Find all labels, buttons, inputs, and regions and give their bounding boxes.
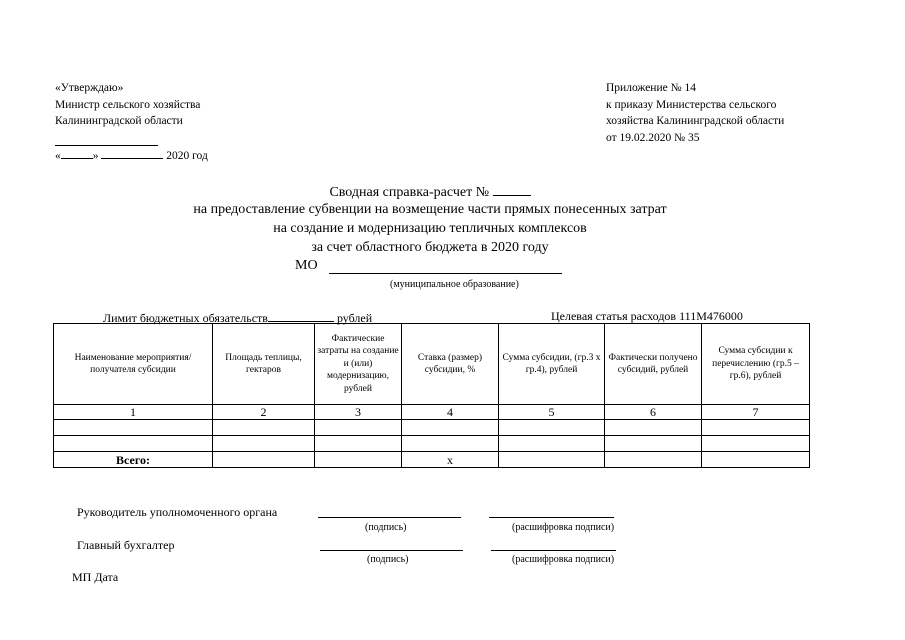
title-line-4: за счет областного бюджета в 2020 году [311, 240, 549, 255]
table-row [54, 436, 810, 452]
budget-limit-blank [268, 309, 334, 322]
head-decode-line [489, 517, 614, 518]
approval-date-open: « [55, 150, 61, 162]
approval-block [55, 80, 200, 130]
table-total-row [54, 452, 810, 468]
head-sign-caption: (подпись) [365, 522, 407, 533]
approval-date-year: 2020 год [163, 150, 208, 162]
appendix-number: Приложение № 14 [606, 82, 696, 94]
column-number: 3 [315, 405, 402, 420]
budget-limit: Лимит бюджетных обязательств рублей [103, 311, 373, 325]
head-signature-line [318, 517, 461, 518]
head-signatory-label: Руководитель уполномоченного органа [77, 505, 278, 519]
table-cell [702, 452, 810, 468]
table-cell [213, 452, 315, 468]
header-cell: Сумма субсидии к перечислению (гр.5 – гр.6), рублей [702, 324, 810, 405]
total-rate-marker: х [402, 452, 499, 468]
table-number-row [54, 405, 810, 420]
header-cell: Сумма субсидии, (гр.3 х гр.4), рублей [499, 324, 605, 405]
approval-month-blank [101, 146, 163, 159]
table-cell [499, 420, 605, 436]
head-decode-caption: (расшифровка подписи) [512, 522, 615, 533]
table-cell [315, 420, 402, 436]
table-cell [605, 452, 702, 468]
subsidy-table [53, 323, 810, 468]
column-number: 1 [54, 405, 213, 420]
header-cell: Фактические затраты на создание и (или) модернизацию, рублей [315, 324, 402, 405]
header-cell: Ставка (размер) субсидии, % [402, 324, 499, 405]
accountant-sign-caption: (подпись) [367, 554, 409, 565]
table-header-row [54, 324, 810, 405]
accountant-label: Главный бухгалтер [77, 538, 175, 552]
table-cell [402, 420, 499, 436]
title-line-3: на создание и модернизацию тепличных комплексов [273, 221, 587, 236]
table-cell [499, 452, 605, 468]
mo-label: МО [295, 258, 318, 273]
table-cell [315, 436, 402, 452]
approval-region: Калининградской области [55, 115, 183, 127]
table-cell [702, 436, 810, 452]
appendix-block [606, 80, 784, 146]
table-cell [213, 436, 315, 452]
approval-minister: Министр сельского хозяйства [55, 98, 201, 111]
approval-day-blank [61, 146, 93, 159]
table-cell [315, 452, 402, 468]
column-number: 5 [499, 405, 605, 420]
column-number: 2 [213, 405, 315, 420]
header-cell: Площадь теплицы, гектаров [213, 324, 315, 405]
stamp-date: МП Дата [72, 570, 119, 584]
table-cell [54, 436, 213, 452]
accountant-decode-line [491, 550, 616, 551]
mo-caption: (муниципальное образование) [390, 279, 519, 290]
title-number-blank [493, 183, 531, 196]
table-cell [702, 420, 810, 436]
total-label: Всего: [54, 452, 213, 468]
table-cell [54, 420, 213, 436]
column-number: 6 [605, 405, 702, 420]
column-number: 7 [702, 405, 810, 420]
mo-blank-line [329, 273, 562, 274]
document-title: Сводная справка-расчет № [0, 183, 860, 202]
table-cell [605, 420, 702, 436]
table-cell [213, 420, 315, 436]
header-cell: Фактически получено субсидий, рублей [605, 324, 702, 405]
table-cell [499, 436, 605, 452]
approval-date [55, 146, 208, 165]
column-number: 4 [402, 405, 499, 420]
appendix-date: от 19.02.2020 № 35 [606, 131, 700, 144]
header-cell: Наименование мероприятия/получателя субсидии [54, 324, 213, 405]
appendix-order: к приказу Министерства сельского [606, 98, 777, 111]
accountant-decode-caption: (расшифровка подписи) [512, 554, 615, 565]
table-row [54, 420, 810, 436]
table-cell [605, 436, 702, 452]
accountant-signature-line [320, 550, 463, 551]
approval-heading: «Утверждаю» [55, 82, 124, 94]
appendix-ministry: хозяйства Калининградской области [606, 115, 785, 127]
target-article: Целевая статья расходов 111М476000 [551, 309, 743, 323]
title-line-2: на предоставление субвенции на возмещение части прямых понесенных затрат [193, 202, 667, 217]
approval-date-mid: » [92, 150, 99, 162]
table-cell [402, 436, 499, 452]
